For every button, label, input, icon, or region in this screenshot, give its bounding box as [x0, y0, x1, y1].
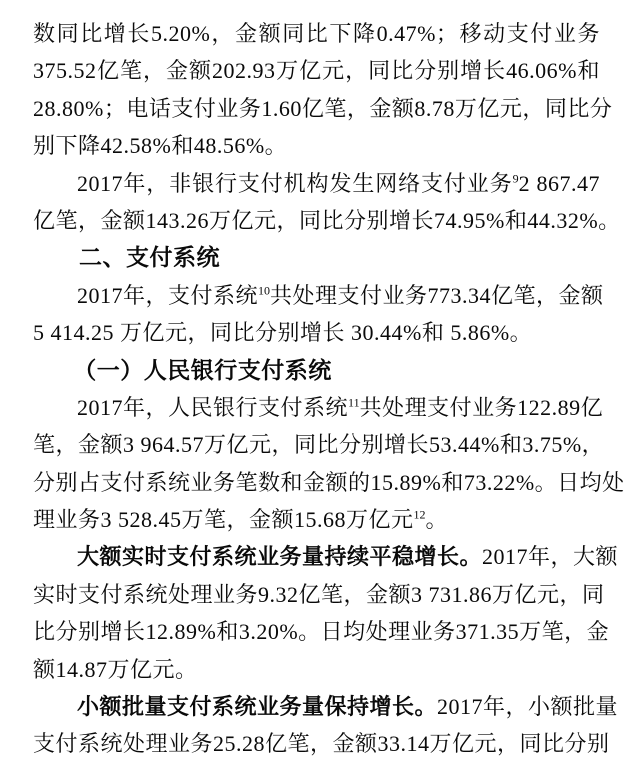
bold-lead-beps: 小额批量支付系统业务量保持增长。	[77, 694, 438, 720]
body-text: 理业务3 528.45万笔，金额15.68万亿元	[33, 507, 414, 533]
doc-line-16	[33, 576, 605, 613]
body-text: 375.52亿笔，金额202.93万亿元，同比分别增长46.06%和	[33, 58, 600, 84]
body-text: 共处理支付业务773.34亿笔，金额	[270, 282, 604, 308]
body-text: 数同比增长5.20%，金额同比下降0.47%；移动支付业务	[33, 21, 600, 46]
footnote-ref-9: 9	[512, 171, 519, 186]
body-text: 28.80%；电话支付业务1.60亿笔，金额8.78万亿元，同比分	[33, 95, 613, 121]
doc-line-20	[33, 725, 610, 762]
body-text: 分别占支付系统业务笔数和金额的15.89%和73.22%。日均处	[33, 469, 625, 495]
section-heading-payment-systems	[33, 239, 600, 276]
doc-line-9	[33, 314, 600, 351]
doc-line-1	[33, 15, 600, 52]
footnote-ref-10: 10	[258, 283, 271, 298]
body-text: 比分别增长12.89%和3.20%。日均处理业务371.35万笔，金	[33, 619, 610, 645]
doc-line-15	[33, 538, 619, 575]
body-text: 2017年，小额批量	[437, 694, 619, 720]
doc-line-12	[33, 426, 605, 463]
text-block	[33, 15, 625, 763]
doc-line-19	[33, 688, 619, 725]
footnote-ref-11: 11	[348, 395, 360, 410]
doc-line-11	[33, 389, 604, 426]
body-text: 2017年，支付系统	[77, 282, 259, 308]
body-text: 实时支付系统处理业务9.32亿笔，金额3 731.86万亿元，同	[33, 581, 605, 607]
doc-line-6	[33, 202, 621, 239]
body-text: 笔，金额3 964.57万亿元，同比分别增长53.44%和3.75%，	[33, 432, 605, 458]
body-text: 。	[425, 507, 449, 533]
doc-line-13	[33, 464, 625, 501]
bold-lead-hvps: 大额实时支付系统业务量持续平稳增长。	[77, 544, 483, 570]
footnote-ref-12: 12	[413, 507, 426, 522]
doc-line-14	[33, 501, 600, 538]
body-text: 5 414.25 万亿元，同比分别增长 30.44%和 5.86%。	[33, 320, 533, 346]
body-text: 2017年，人民银行支付系统	[77, 394, 349, 420]
doc-line-2	[33, 52, 600, 89]
heading-text: （一）人民银行支付系统	[73, 357, 332, 383]
doc-line-17	[33, 613, 610, 650]
doc-line-3	[33, 90, 613, 127]
body-text: 共处理支付业务122.89亿	[359, 394, 604, 420]
doc-line-4	[33, 127, 600, 164]
body-text: 亿笔，金额143.26万亿元，同比分别增长74.95%和44.32%。	[33, 207, 621, 233]
doc-line-18	[33, 651, 600, 688]
body-text: 2 867.47	[518, 170, 600, 196]
body-text: 2017年，大额	[482, 544, 619, 570]
doc-line-8	[33, 277, 604, 314]
body-text: 2017年，非银行支付机构发生网络支付业务	[77, 170, 513, 196]
body-text: 额14.87万亿元。	[33, 656, 198, 682]
body-text: 支付系统处理业务25.28亿笔，金额33.14万亿元，同比分别	[33, 731, 610, 757]
subsection-heading-pboc-payment-system	[33, 352, 600, 389]
body-text: 别下降42.58%和48.56%。	[33, 133, 288, 159]
heading-text: 二、支付系统	[79, 244, 220, 271]
doc-line-5	[33, 165, 600, 202]
